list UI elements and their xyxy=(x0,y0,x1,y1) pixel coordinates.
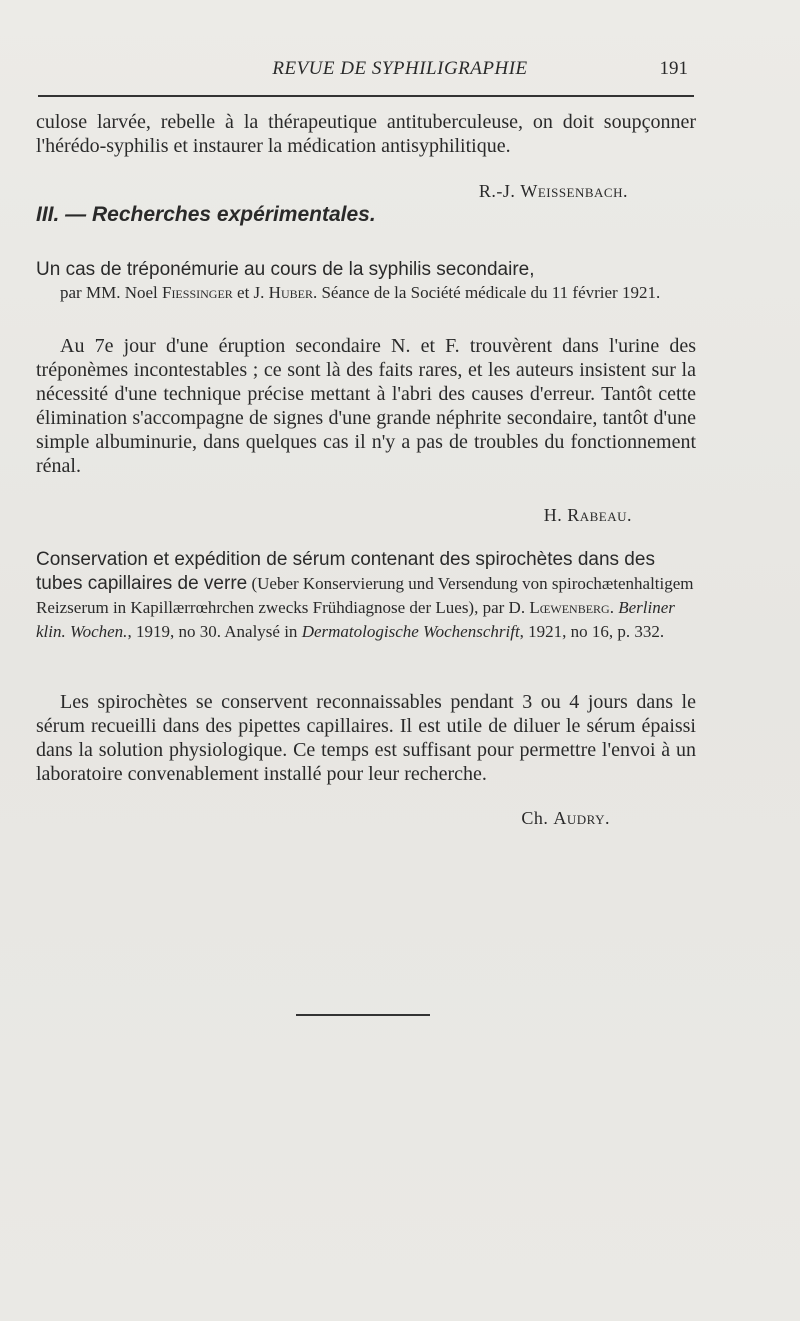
author-fiessinger: Fiessinger xyxy=(161,283,233,302)
article-2-body: Les spirochètes se conservent reconnaissables pendant 3 ou 4 jours dans le sérum recueilli dans des pipettes capillaires. Il est utile de diluer le sérum épaissi dans la solution physiologique. Ce temps est suffisant pour permettre l'envoi à un laboratoire convenablement installé pour leur recherche. xyxy=(36,691,696,785)
section-heading: III. — Recherches expérimentales. xyxy=(36,203,376,226)
end-rule xyxy=(296,1014,430,1016)
signature-rabeau xyxy=(544,505,632,526)
ref-text: , 1921, no 16, p. 332. xyxy=(519,622,665,641)
article-2-title-text: Conservation et expédition de sérum contenant des spirochètes dans des tubes capillaires de verre xyxy=(36,549,655,594)
signature-initials: R.-J. xyxy=(478,181,521,201)
journal-abbrev: Berliner klin. Wochen. xyxy=(36,598,675,641)
journal-name: Dermatologische Wochenschrift xyxy=(301,622,520,641)
article-1-title xyxy=(36,258,696,282)
ref-text: par MM. Noel xyxy=(60,283,162,302)
author-huber: Huber xyxy=(268,283,313,302)
author-loewenberg: Lœwenberg xyxy=(529,598,610,617)
ref-text: . Séance de la Société médicale du 11 février 1921. xyxy=(312,283,661,302)
ref-text: et J. xyxy=(232,283,269,302)
article-2-heading xyxy=(36,548,696,644)
ref-text: , 1919, no 30. Analysé in xyxy=(127,622,302,641)
article-1-reference xyxy=(60,282,696,304)
signature-weissenbach xyxy=(479,181,628,202)
continuation-paragraph: culose larvée, rebelle à la thérapeutique antituberculeuse, on doit soupçonner l'hérédo-syphilis et instaurer la médication antisyphilitique. xyxy=(36,111,696,157)
page-number: 191 xyxy=(659,58,688,79)
header-rule xyxy=(38,95,694,97)
signature-initials: H. xyxy=(543,505,568,525)
article-1-title-text: Un cas de tréponémurie au cours de la syphilis secondaire, xyxy=(36,259,535,280)
ref-text: . xyxy=(609,598,619,617)
signature-initials: Ch. xyxy=(521,808,554,828)
article-1-body: Au 7e jour d'une éruption secondaire N. et F. trouvèrent dans l'urine des tréponèmes incontestables ; ce sont là des faits rares, et les auteurs insistent sur la nécessité d'une technique précise mettant à l'abri des causes d'erreur. Tantôt cette élimination s'accompagne de signes d'une grande néphrite secondaire, tantôt d'une simple albuminurie, dans quelques cas il n'y a pas de troubles du fonctionnement rénal. xyxy=(36,335,696,477)
signature-audry xyxy=(521,808,610,829)
signature-name: Weissenbach. xyxy=(520,181,628,201)
signature-name: Rabeau. xyxy=(567,505,632,525)
signature-name: Audry. xyxy=(553,808,610,828)
running-header: REVUE DE SYPHILIGRAPHIE xyxy=(272,58,528,79)
ref-text: (Ueber Konservierung und Versendung von spirochætenhaltigem Reizserum in Kapillærrœhrchen zwecks Frühdiagnose der Lues), par D. xyxy=(36,574,694,617)
